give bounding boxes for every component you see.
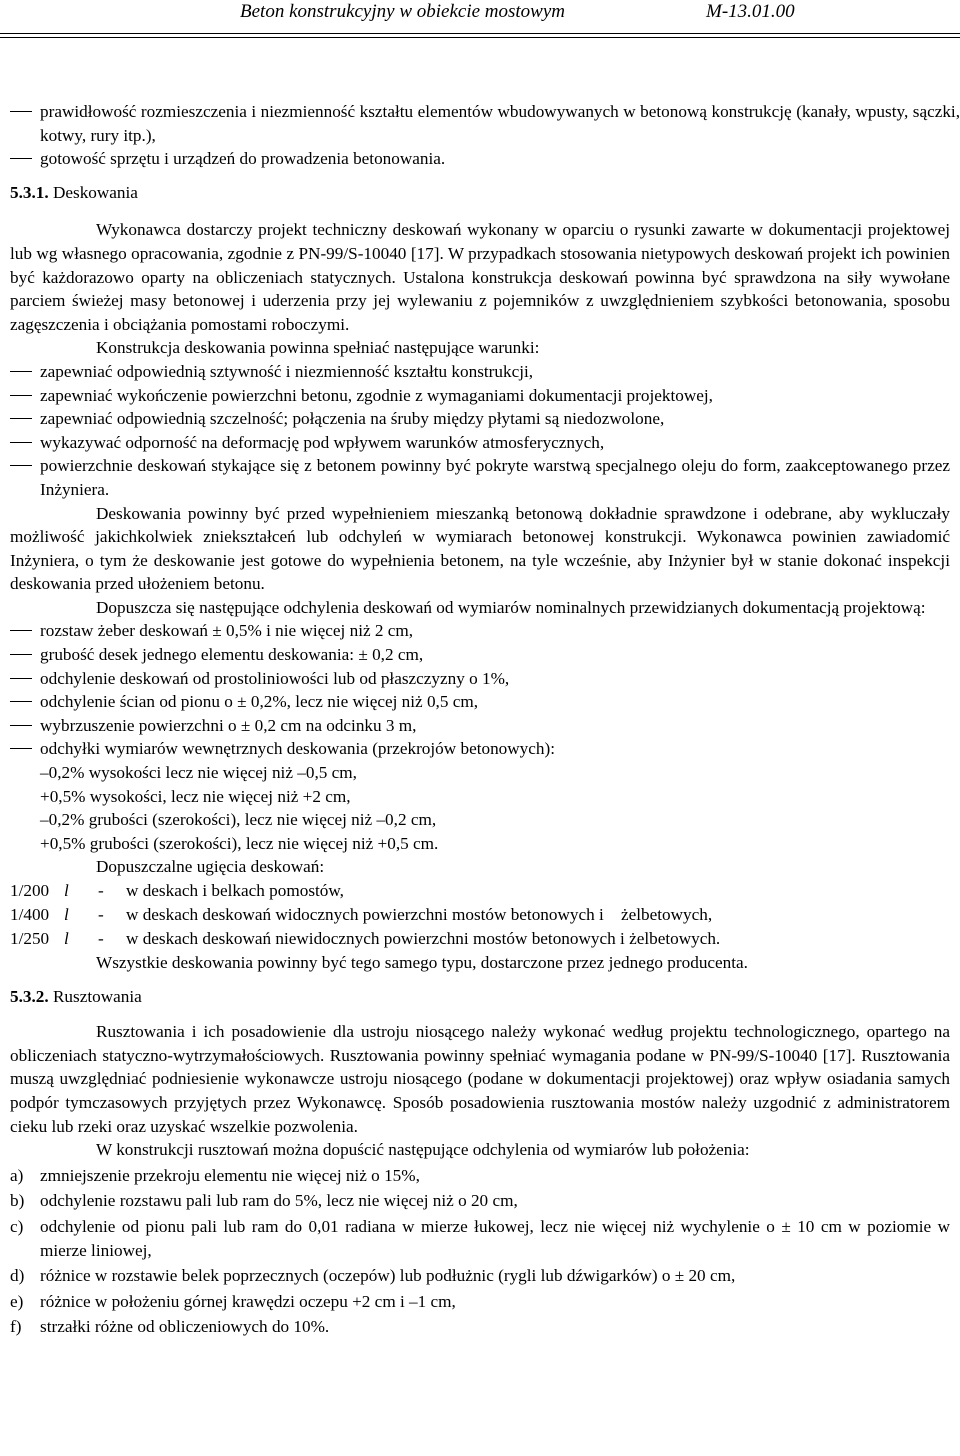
paragraph: Deskowania powinny być przed wypełnieniem mieszanką betonową dokładnie sprawdzone i odebrane, aby wykluczały możliwość jakichkolwiek zniekształceń lub odchyleń w wymiarach betonowej konstrukcji. Wykonawca powinien zawiadomić Inżyniera, o tym że deskowanie jest gotowe do wypełnienia betonem, na tyle wcześnie, aby Inżynier był w stanie dokonać inspekcji deskowania przed ułożeniem betonu. (10, 503, 950, 594)
paragraph: Wykonawca dostarczy projekt techniczny deskowań wykonany w oparciu o rysunki zawarte w dokumentacji projektowej lub wg własnego opracowania, zgodnie z PN-99/S-10040 [17]. W przypadkach stosowania nietypowych deskowań projekt ich powinien być każdorazowo oparty na obliczeniach statycznych. Ustalona konstrukcja deskowań powinna być sprawdzona na siły wywołane parciem świeżej masy betonowej i uderzenia przy jej wylewaniu z pojemników z uwzględnieniem szybkości betonowania, sposobu zagęszczenia i obciążania pomostami roboczymi. (10, 220, 950, 334)
sub-list-item: +0,5% grubości (szerokości), lecz nie więcej niż +0,5 cm. (40, 833, 439, 853)
header-code: M-13.01.00 (706, 1, 795, 22)
deflection-row: 1/250 l - w deskach deskowań niewidocznych powierzchni mostów betonowych i żelbetowych. (10, 929, 721, 948)
list-item: wykazywać odporność na deformację pod wpływem warunków atmosferycznych, (0, 431, 960, 455)
header-rule-thin (0, 37, 960, 38)
header-title: Beton konstrukcyjny w obiekcie mostowym (240, 1, 566, 22)
header-rule (0, 33, 960, 34)
sub-list-item: +0,5% wysokości, lecz nie więcej niż +2 cm, (40, 786, 351, 806)
sub-list-item: –0,2% wysokości lecz nie więcej niż –0,5 cm, (40, 763, 357, 783)
list-item: e) różnice w położeniu górnej krawędzi oczepu +2 cm i –1 cm, (10, 1291, 456, 1311)
list-item: zapewniać odpowiednią sztywność i niezmienność kształtu konstrukcji, (0, 360, 960, 384)
paragraph: Dopuszczalne ugięcia deskowań: (96, 857, 325, 877)
paragraph: Rusztowania i ich posadowienie dla ustroju niosącego należy wykonać według projektu technologicznego, opartego na obliczeniach statyczno-wytrzymałościowych. Rusztowania powinny spełniać wymagania podane w PN-99/S-10040 [17]. Rusztowania muszą uwzględniać podniesienie wykonawcze ustroju niosącego (podane w dokumentacji projektowej) oraz wpływ osiadania samych podpór tymczasowych przyjętych przez Wykonawcę. Sposób posadowienia rusztowania mostów należy uzgodnić z administratorem cieku lub rzeki oraz uzyskać wszelkie pozwolenia. (10, 1022, 950, 1136)
list-item: grubość desek jednego elementu deskowania: ± 0,2 cm, (0, 643, 960, 667)
list-item: c) odchylenie od pionu pali lub ram do 0,01 radiana w mierze łukowej, lecz nie więcej niż wychylenie o ± 10 cm w poziomie w mierze liniowej, (10, 1216, 950, 1260)
list-item: a) zmniejszenie przekroju elementu nie więcej niż o 15%, (10, 1165, 420, 1185)
list-item: zapewniać odpowiednią szczelność; połączenia na śruby między płytami są niedozwolone, (0, 407, 960, 431)
list-item: powierzchnie deskowań stykające się z betonem powinny być pokryte warstwą specjalnego oleju do form, zaakceptowanego przez Inżyniera. (0, 454, 960, 501)
list-item: odchyłki wymiarów wewnętrznych deskowania (przekrojów betonowych): (0, 737, 960, 761)
sub-list-item: –0,2% grubości (szerokości), lecz nie więcej niż –0,2 cm, (40, 810, 437, 830)
section-heading-5-3-2: 5.3.2. Rusztowania (10, 986, 142, 1006)
list-item: f) strzałki różne od obliczeniowych do 10%. (10, 1317, 330, 1337)
paragraph: W konstrukcji rusztowań można dopuścić następujące odchylenia od wymiarów lub położenia: (96, 1140, 750, 1160)
list-item: d) różnice w rozstawie belek poprzecznych (oczepów) lub podłużnic (rygli lub dźwigarków) o ± 20 cm, (10, 1266, 736, 1286)
list-item: zapewniać wykończenie powierzchni betonu, zgodnie z wymaganiami dokumentacji projektowej, (0, 384, 960, 408)
dash-bullet (10, 111, 32, 112)
list-item: prawidłowość rozmieszczenia i niezmienność kształtu elementów wbudowywanych w betonową konstrukcję (kanały, wpusty, sączki, kotwy, rury itp.), (0, 100, 960, 147)
list-item: gotowość sprzętu i urządzeń do prowadzenia betonowania. (0, 147, 960, 171)
list-item: odchylenie deskowań od prostoliniowości lub od płaszczyzny o 1%, (0, 667, 960, 691)
dash-bullet (10, 158, 32, 159)
page-header (0, 0, 960, 32)
list-item: odchylenie ścian od pionu o ± 0,2%, lecz nie więcej niż 0,5 cm, (0, 690, 960, 714)
paragraph: Konstrukcja deskowania powinna spełniać następujące warunki: (96, 338, 540, 358)
document-body (0, 100, 960, 1339)
section-heading-5-3-1: 5.3.1. Deskowania (10, 182, 138, 202)
deflection-row: 1/200 l - w deskach i belkach pomostów, (10, 881, 344, 900)
list-item: wybrzuszenie powierzchni o ± 0,2 cm na odcinku 3 m, (0, 714, 960, 738)
deflection-row: 1/400 l - w deskach deskowań widocznych powierzchni mostów betonowych i żelbetowych, (10, 905, 713, 924)
list-item: b) odchylenie rozstawu pali lub ram do 5%, lecz nie więcej niż o 20 cm, (10, 1191, 518, 1211)
paragraph: Wszystkie deskowania powinny być tego samego typu, dostarczone przez jednego producenta. (96, 953, 748, 972)
paragraph: Dopuszcza się następujące odchylenia deskowań od wymiarów nominalnych przewidzianych dokumentacją projektową: (96, 597, 926, 617)
list-item: rozstaw żeber deskowań ± 0,5% i nie więcej niż 2 cm, (0, 619, 960, 643)
